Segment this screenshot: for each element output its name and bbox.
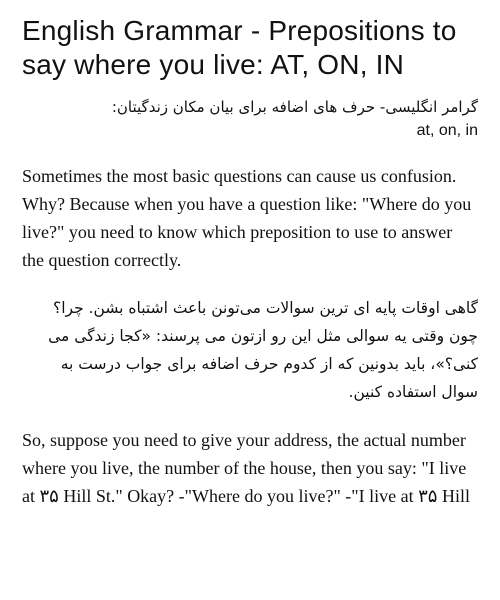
paragraph-persian-translation: گاهی اوقات پایه ای ترین سوالات می‌تونن باعث اشتباه بشن. چرا؟ چون وقتی یه سوالی مثل این رو ازتون می پرسند: «کجا زندگی می کنی؟»، باید بدونین که از کدوم حرف اضافه برای جواب درست به سوال استفاده کنین. [48,299,478,401]
paragraph-english-address: So, suppose you need to give your address, the actual number where you live, the number of the house, then you say: "I live at ۳۵ Hill St." Okay? -"Where do you live?" -"I live at ۳۵ Hill [22,430,470,506]
paragraph-english-intro: Sometimes the most basic questions can cause us confusion. Why? Because when you have a question like: "Where do you live?" you need to know which preposition to use to answer the question correctly. [22,166,472,270]
article-title: English Grammar - Prepositions to say where you live: AT, ON, IN [22,15,457,80]
subtitle-keywords: at, on, in [416,122,478,139]
persian-subtitle: گرامر انگلیسی- حرف های اضافه برای بیان مکان زندگیتان: [111,98,478,116]
